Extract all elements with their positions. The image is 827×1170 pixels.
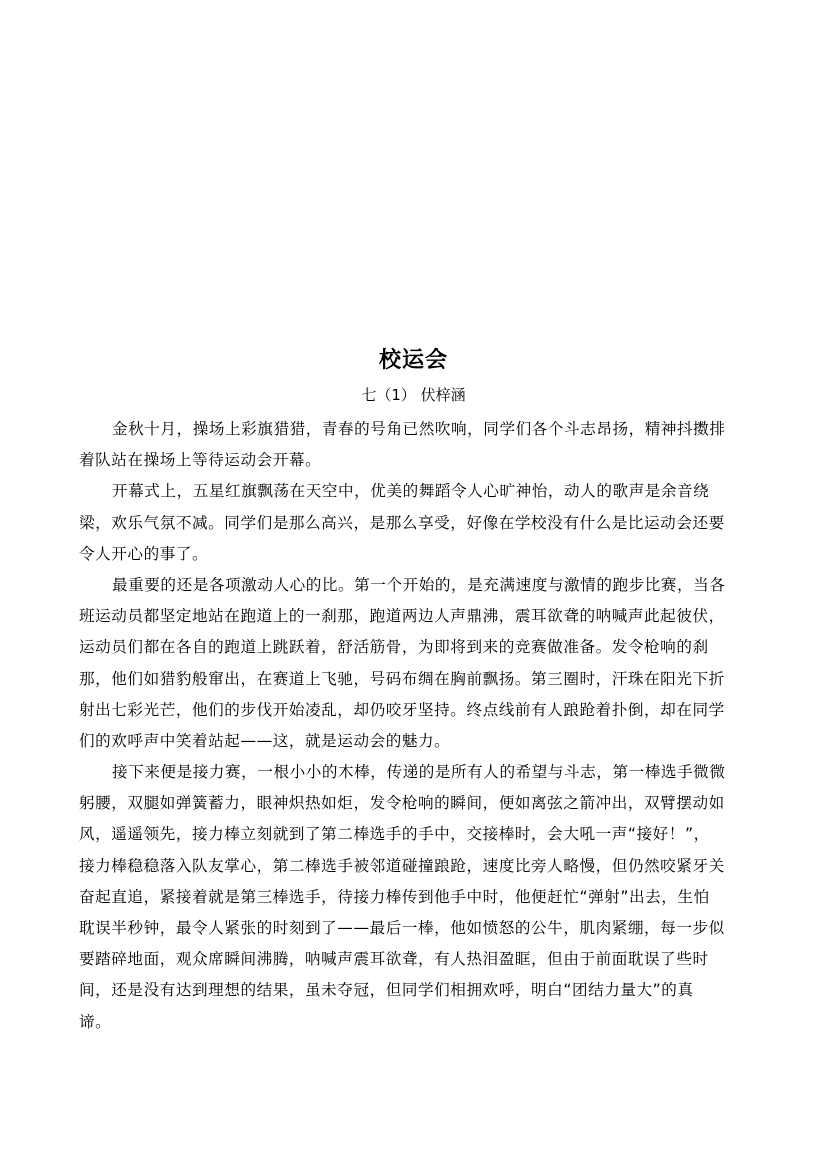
author-byline: 七（1） 伏梓涵 bbox=[361, 386, 466, 404]
text-line: 接力棒稳稳落入队友掌心，第二棒选手被邻道碰撞踉跄，速度比旁人略慢，但仍然咬紧牙关 bbox=[79, 856, 725, 875]
text-line: 着队站在操场上等待运动会开幕。 bbox=[79, 451, 322, 470]
text-line: 那，他们如猎豹般窜出，在赛道上飞驰，号码布绸在胸前飘扬。第三圈时，汗珠在阳光下折 bbox=[79, 669, 725, 688]
paragraph-4 bbox=[79, 757, 747, 1038]
text-line: 令人开心的事了。 bbox=[79, 544, 209, 563]
text-line: 奋起直追，紧接着就是第三棒选手，待接力棒传到他手中时，他便赶忙“弹射”出去，生怕 bbox=[79, 887, 710, 906]
paragraph-3 bbox=[79, 570, 747, 757]
text-line: 谛。 bbox=[79, 1012, 112, 1031]
text-line: 金秋十月，操场上彩旗猎猎，青春的号角已然吹响，同学们各个斗志昂扬，精神抖擞排 bbox=[112, 420, 726, 438]
paragraph-1 bbox=[79, 414, 747, 476]
text-line: 要踏碎地面，观众席瞬间沸腾，呐喊声震耳欲聋，有人热泪盈眶，但由于前面耽误了些时 bbox=[79, 950, 709, 969]
text-line: 运动员们都在各自的跑道上跳跃着，舒活筋骨，为即将到来的竞赛做准备。发令枪响的刹 bbox=[79, 638, 709, 657]
text-line: 梁，欢乐气氛不减。同学们是那么高兴，是那么享受，好像在学校没有什么是比运动会还要 bbox=[79, 513, 725, 532]
text-line: 躬腰，双腿如弹簧蓄力，眼神炽热如炬，发令枪响的瞬间，便如离弦之箭冲出，双臂摆动如 bbox=[79, 794, 725, 813]
text-line: 班运动员都坚定地站在跑道上的一刹那，跑道两边人声鼎沸，震耳欲聋的呐喊声此起彼伏， bbox=[79, 607, 725, 626]
paragraph-2 bbox=[79, 476, 747, 570]
document-title: 校运会 bbox=[378, 347, 448, 373]
document-body bbox=[79, 414, 747, 1038]
text-line: 耽误半秒钟，最令人紧张的时刻到了——最后一棒，他如愤怒的公牛，肌肉紧绷，每一步似 bbox=[79, 919, 725, 937]
text-line: 开幕式上，五星红旗飘荡在天空中，优美的舞蹈令人心旷神怡，动人的歌声是余音绕 bbox=[112, 482, 710, 501]
text-line: 们的欢呼声中笑着站起——这，就是运动会的魅力。 bbox=[79, 731, 451, 750]
text-line: 最重要的还是各项激动人心的比。第一个开始的，是充满速度与激情的跑步比赛，当各 bbox=[112, 575, 726, 594]
text-line: 间，还是没有达到理想的结果，虽未夺冠，但同学们相拥欢呼，明白“团结力量大”的真 bbox=[79, 981, 694, 1000]
text-line: 接下来便是接力赛，一根小小的木棒，传递的是所有人的希望与斗志，第一棒选手微微 bbox=[112, 763, 726, 782]
text-line: 风，遥遥领先，接力棒立刻就到了第二棒选手的手中，交接棒时，会大吼一声“接好！”， bbox=[79, 825, 710, 844]
text-line: 射出七彩光芒，他们的步伐开始凌乱，却仍咬牙坚持。终点线前有人踉跄着扑倒，却在同学 bbox=[79, 700, 725, 719]
